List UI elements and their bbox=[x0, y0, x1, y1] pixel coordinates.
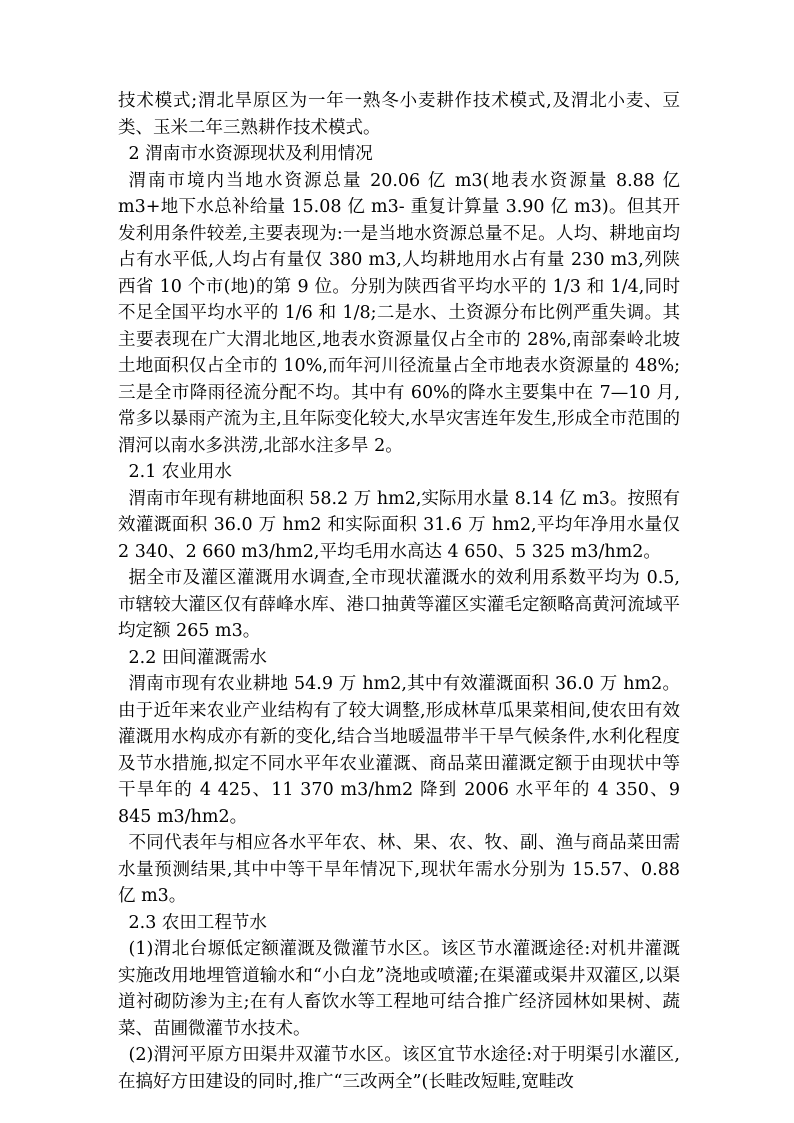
section-heading-2: 2 渭南市水资源现状及利用情况 bbox=[128, 144, 373, 164]
paragraph-zone-1: (1)渭北台塬低定额灌溉及微灌节水区。该区节水灌溉途径:对机井灌溉实施改用地埋管道输水和“小白龙”浇地或喷灌;在渠灌或渠井双灌区,以渠道衬砌防渗为主;在有人畜饮水等工程地可结合推广经济园林如果树、蔬菜、苗圃微灌节水技术。 bbox=[118, 939, 680, 1039]
paragraph-field-irrigation: 渭南市现有农业耕地 54.9 万 hm2,其中有效灌溉面积 36.0 万 hm2。由于近年来农业产业结构有了较大调整,形成林草瓜果菜相间,使农田有效灌溉用水构成亦有新的变化,结合当地暖温带半干旱气候条件,水利化程度及节水措施,拟定不同水平年农业灌溉、商品菜田灌溉定额于由现状中等干旱年的 4 425、11 370 m3/hm2 降到 2006 水平年的 4 350、9 845 m3/hm2。 bbox=[118, 674, 680, 827]
paragraph-intro: 技术模式;渭北旱原区为一年一熟冬小麦耕作技术模式,及渭北小麦、豆类、玉米二年三熟耕作技术模式。 bbox=[118, 91, 680, 138]
section-heading-2-2: 2.2 田间灌溉需水 bbox=[128, 647, 267, 668]
paragraph-zone-2: (2)渭河平原方田渠井双灌节水区。该区宜节水途径:对于明渠引水灌区,在搞好方田建设的同时,推广“三改两全”(长畦改短畦,宽畦改 bbox=[118, 1045, 680, 1092]
paragraph-water-resources: 渭南市境内当地水资源总量 20.06 亿 m3(地表水资源量 8.88 亿 m3+地下水总补给量 15.08 亿 m3- 重复计算量 3.90 亿 m3)。但其开发利用条件较差,主要表现为:一是当地水资源总量不足。人均、耕地亩均占有水平低,人均占有量仅 380 m3,人均耕地用水占有量 230 m3,列陕西省 10 个市(地)的第 9 位。分别为陕西省平均水平的 1/3 和 1/4,同时不足全国平均水平的 1/6 和 1/8;二是水、土资源分布比例严重失调。其主要表现在广大渭北地区,地表水资源量仅占全市的 28%,南部秦岭北坡土地面积仅占全市的 10%,而年河川径流量占全市地表水资源量的 48%;三是全市降雨径流分配不均。其中有 60%的降水主要集中在 7—10 月,常多以暴雨产流为主,且年际变化较大,水旱灾害连年发生,形成全市范围的渭河以南水多洪涝,北部水注多旱 2。 bbox=[118, 170, 680, 456]
section-heading-2-3: 2.3 农田工程节水 bbox=[128, 912, 267, 933]
document-page bbox=[118, 88, 680, 1095]
paragraph-irrigation-survey: 据全市及灌区灌溉用水调查,全市现状灌溉水的效利用系数平均为 0.5,市辖较大灌区仅有薛峰水库、港口抽黄等灌区实灌毛定额略高黄河流域平均定额 265 m3。 bbox=[118, 568, 680, 641]
section-heading-2-1: 2.1 农业用水 bbox=[128, 462, 232, 482]
paragraph-demand-forecast: 不同代表年与相应各水平年农、林、果、农、牧、副、渔与商品菜田需水量预测结果,其中中等干旱年情况下,现状年需水分别为 15.57、0.88 亿 m3。 bbox=[118, 833, 680, 906]
paragraph-agri-water: 渭南市年现有耕地面积 58.2 万 hm2,实际用水量 8.14 亿 m3。按照有效灌溉面积 36.0 万 hm2 和实际面积 31.6 万 hm2,平均年净用水量仅 2 340、2 660 m3/hm2,平均毛用水高达 4 650、5 325 m3/hm2。 bbox=[118, 488, 680, 562]
